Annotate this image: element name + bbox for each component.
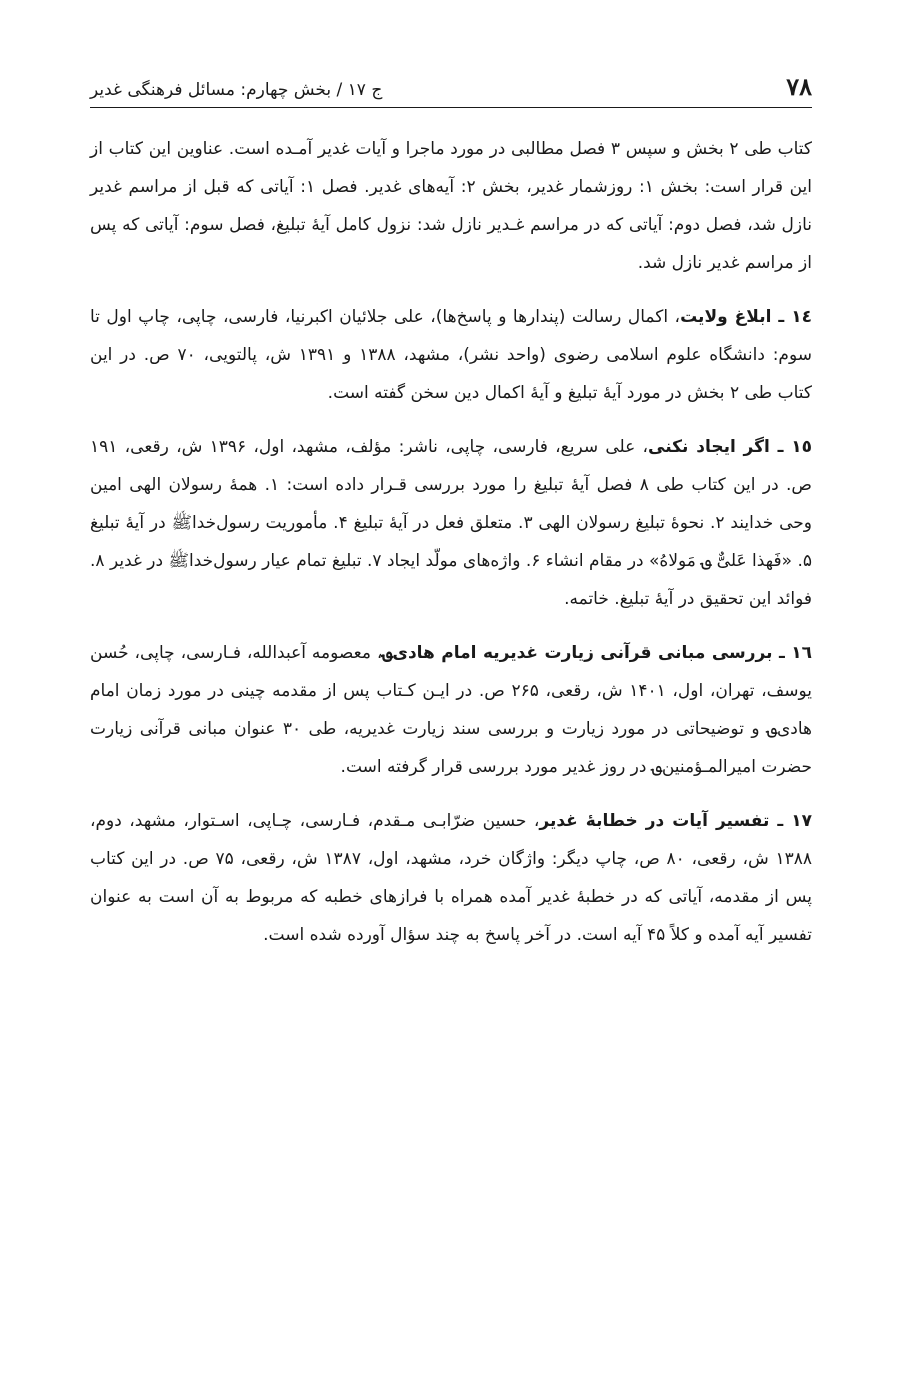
entry-title: ١٥ ـ اگر ایجاد نکنی [648, 437, 812, 457]
entry-title: ١٦ ـ بررسی مبانی قرآنی زیارت غدیریه امام هادی؈ [382, 643, 812, 663]
entry-17 [90, 802, 812, 954]
entry-title: ١٤ ـ ابلاغ ولایت [680, 307, 813, 327]
entry-15 [90, 428, 812, 618]
page-header [90, 60, 812, 108]
page-body [90, 130, 812, 954]
entry-16 [90, 634, 812, 786]
running-title: ج ۱۷ / بخش چهارم: مسائل فرهنگی غدیر [90, 80, 383, 100]
entry-text: ، اکمال رسالت (پندارها و پاسخ‌ها)، علی جلائیان اکبرنیا، فارسی، چاپی، چاپ اول تا سوم: دانشگاه علوم اسلامی رضوی (واحد نشر)، مشهد، ۱۳۸۸ و ۱۳۹۱ ش، پالتویی، ۷۰ ص. در این کتاب طی ۲ بخش در مورد آیهٔ تبلیغ و آیهٔ اکمال دین سخن گفته است. [90, 307, 812, 403]
entry-text: ، علی سریع، فارسی، چاپی، ناشر: مؤلف، مشهد، اول، ۱۳۹۶ ش، رقعی، ۱۹۱ ص. در این کتاب طی ۸ فصل آیهٔ تبلیغ را مورد بررسی قـرار داده است: ۱. همهٔ رسولان الهی امین وحی خدایند ۲. نحوهٔ تبلیغ رسولان الهی ۳. متعلق فعل در آیهٔ تبلیغ ۴. مأموریت رسول‌خدا‌ﷺ در آیهٔ تبلیغ ۵. «فَهذا عَلیٌّ ؈ مَولاهُ» در مقام انشاء ۶. واژه‌های مولّد ایجاد ۷. تبلیغ تمام عیار رسول‌خدا‌ﷺ در غدیر ۸. فوائد این تحقیق در آیهٔ تبلیغ. خاتمه. [90, 437, 813, 609]
book-page [90, 60, 812, 1360]
entry-title: ١٧ ـ تفسیر آیات در خطابهٔ غدیر [539, 811, 812, 831]
page-number: ۷۸ [786, 72, 812, 101]
entry-text: ، معصومه آعبدالله، فـارسی، چاپی، حُسن یوسف، تهران، اول، ۱۴۰۱ ش، رقعی، ۲۶۵ ص. در ایـن کـتاب پس از مقدمه چینی در مورد زمان امام هادی؈ و توضیحاتی در مورد زیارت و بررسی سند زیارت غدیریه، طی ۳۰ عنوان مبانی قرآنی زیارت حضرت امیرالمـؤمنین؈ در روز غدیر مورد بررسی قرار گرفته است. [90, 643, 812, 777]
entry-14 [90, 298, 812, 412]
paragraph-continuation [90, 130, 812, 282]
entry-text: ، حسین ضرّابـی مـقدم، فـارسی، چـاپی، اسـتوار، مشهد، دوم، ۱۳۸۸ ش، رقعی، ۸۰ ص، چاپ دیگر: واژگان خرد، مشهد، اول، ۱۳۸۷ ش، رقعی، ۷۵ ص. در این کتاب پس از مقدمه، آیاتی که در خطبهٔ غدیر آمده همراه با فرازهای خطبه که مربوط به آن است به عنوان تفسیر آیه آمده و کلاً ۴۵ آیه است. در آخر پاسخ به چند سؤال آورده شده است. [90, 811, 812, 945]
entry-text: کتاب طی ۲ بخش و سپس ۳ فصل مطالبی در مورد ماجرا و آیات غدیر آمـده است. عناوین این کتاب از این قرار است: بخش ۱: روزشمار غدیر، بخش ۲: آیه‌های غدیر. فصل ۱: آیاتی که قبل از مراسم غدیر نازل شد، فصل دوم: آیاتی که در مراسم غـدیر نازل شد: نزول کامل آیهٔ تبلیغ، فصل سوم: آیاتی که پس از مراسم غدیر نازل شد. [90, 139, 813, 273]
